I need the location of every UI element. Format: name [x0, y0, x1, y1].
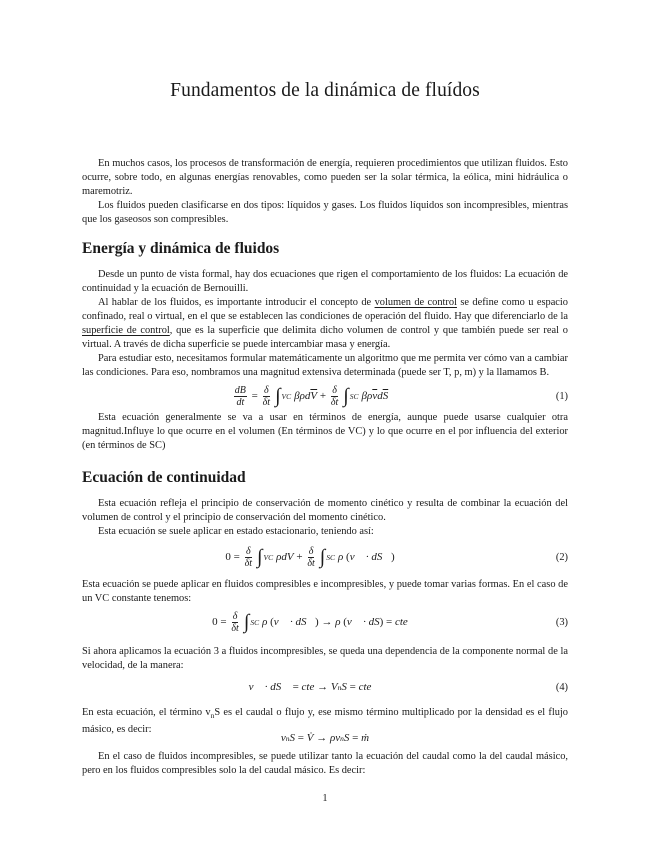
intro-paragraph-1: En muchos casos, los procesos de transformación de energía, requieren procedimientos que utilizan fluidos. Esto ocurre, sobre todo, en algunas energías renovables, como pueden ser la solar térmica, la eólica, mini hidráulica o maremotriz.	[82, 158, 568, 197]
section1-paragraph-4: Esta ecuación generalmente se va a usar en términos de energía, aunque puede usarse cualquier otra magnitud.Influye lo que ocurre en el volumen (En términos de VC) y lo que ocurre en el por influencia del exterior (en términos de SC)	[82, 412, 568, 451]
section2-paragraph-5: En esta ecuación, el término $v_nS$ es el caudal o flujo y, ese mismo término multiplicado por la densidad es el flujo másico, es decir:	[82, 707, 568, 736]
document-title: Fundamentos de la dinámica de fluídos	[170, 80, 480, 101]
superficie-de-control-link[interactable]: superficie de control	[82, 325, 170, 336]
section2-paragraph-3: Esta ecuación se puede aplicar en fluidos compresibles e incompresibles, y puede tomar varias formas. En el caso de un VC constante tenemos:	[82, 579, 568, 604]
equation-5	[82, 724, 568, 752]
equation-1-body: $\frac{dB}{dt}$ = $\frac{\delta}{\delta t}$ ∫ VC βρd $\overline{V}$ + $\frac{\delta}{\delta t}$ ∫ SC βρ $\overline{v}$ d $\overline{S}$	[234, 384, 389, 408]
equation-1	[82, 382, 568, 410]
section2-paragraph-1: Esta ecuación refleja el principio de conservación de momento cinético y resulta de combinar la ecuación del volumen de control y el principio de conservación del momento cinético.	[82, 498, 568, 523]
section1-paragraph-3: Para estudiar esto, necesitamos formular matemáticamente un algoritmo que me permita ver cómo van a cambiar las condiciones. Para eso, nombramos una magnitud extensiva determinada (puede ser T, p, m) y la llamamos B.	[82, 353, 568, 378]
volumen-de-control-link[interactable]: volumen de control	[374, 297, 457, 308]
equation-2-body: 0 = $\frac{\delta}{\delta t}$ ∫ VC ρdV + $\frac{\delta}{\delta t}$ ∫ SC ρ ( v⃗ · dS⃗ )	[225, 545, 395, 569]
equation-3	[82, 608, 568, 636]
equation-3-number: (3)	[555, 616, 568, 628]
equation-4	[82, 673, 568, 701]
section1-paragraph-2: Al hablar de los fluidos, es importante introducir el concepto de volumen de control se define como u espacio confinado, real o virtual, en el que se establecen las condiciones de operación del fluido. Hay que diferenciarlo de la superficie de control, que es la superficie que delimita dicho volumen de control y que también puede ser real o virtual. A través de dicha superficie se puede intercambiar masa y energía.	[82, 297, 569, 350]
section-heading-continuidad: Ecuación de continuidad	[82, 469, 246, 486]
equation-4-number: (4)	[555, 681, 568, 693]
section1-paragraph-1: Desde un punto de vista formal, hay dos ecuaciones que rigen el comportamiento de los fluidos: La ecuación de continuidad y la ecuación de Bernouilli.	[82, 269, 568, 294]
equation-1-number: (1)	[555, 390, 568, 402]
equation-2	[82, 543, 568, 571]
equation-3-body: 0 = $\frac{\delta}{\delta t}$ ∫ SC ρ ( v⃗ · dS⃗ ) → ρ ( v⃗ · dS ) = cte	[212, 610, 408, 634]
section-heading-energia: Energía y dinámica de fluidos	[82, 240, 280, 257]
section2-paragraph-2: Esta ecuación se suele aplicar en estado estacionario, teniendo así:	[98, 526, 374, 537]
section2-paragraph-4: Si ahora aplicamos la ecuación 3 a fluidos incompresibles, se queda una dependencia de la componente normal de la velocidad, de la manera:	[82, 646, 568, 671]
section2-paragraph-6: En el caso de fluidos incompresibles, se puede utilizar tanto la ecuación del caudal como la del caudal másico, pero en los fluidos compresibles solo la del caudal másico. Es decir:	[82, 751, 568, 776]
intro-paragraph-2: Los fluidos pueden clasificarse en dos tipos: líquidos y gases. Los fluidos líquidos son incompresibles, mientras que los gaseosos son compresibles.	[82, 200, 568, 225]
equation-5-body: v n S = V̇ → ρv n S = ṁ	[280, 732, 370, 744]
page-number: 1	[322, 793, 328, 804]
equation-4-body: v⃗ · dS⃗ = cte → V n S = cte	[248, 681, 372, 693]
equation-2-number: (2)	[555, 551, 568, 563]
